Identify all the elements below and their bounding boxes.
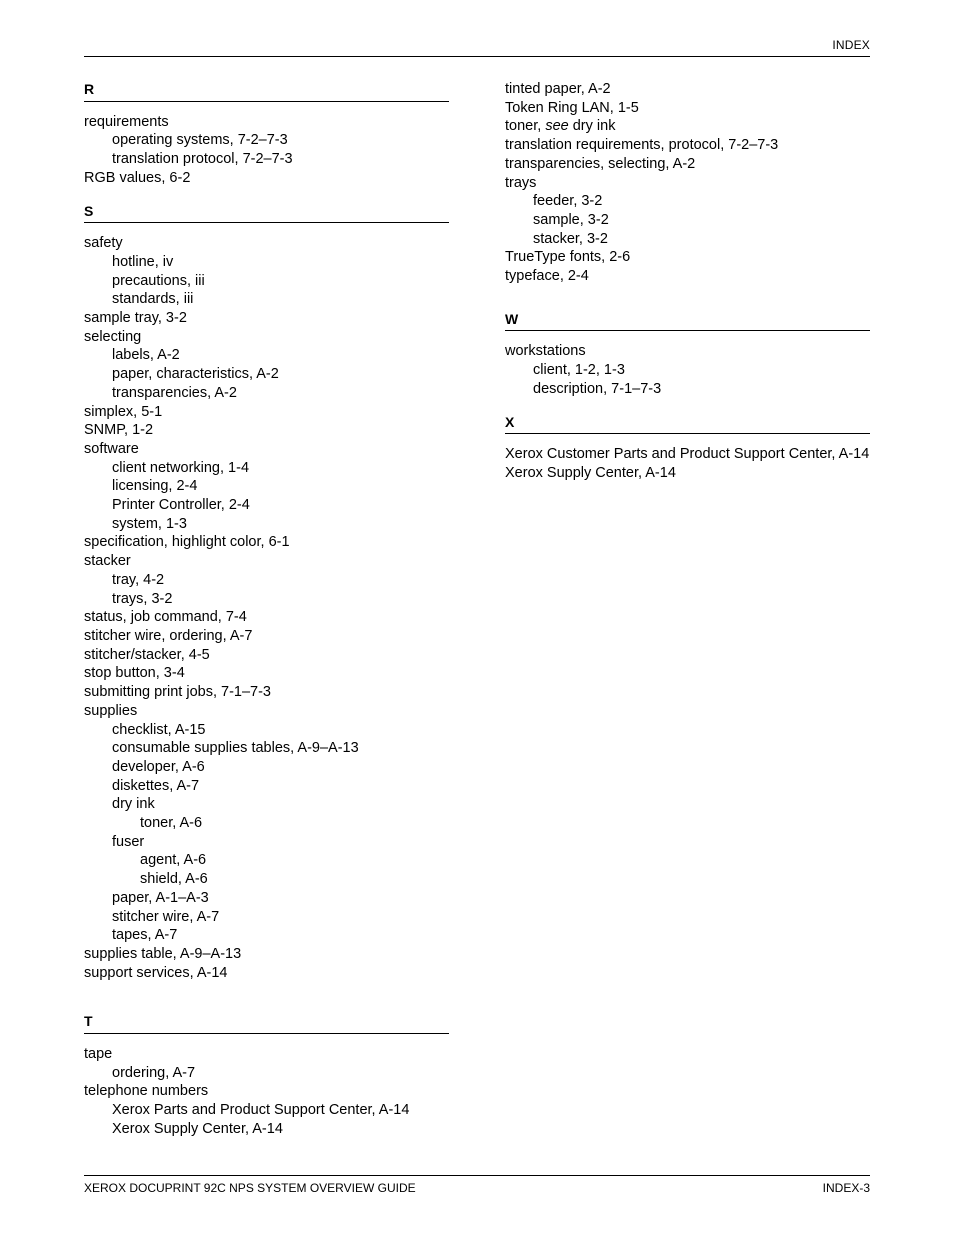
section-letter: X bbox=[505, 413, 870, 435]
index-section-r bbox=[84, 80, 449, 188]
index-entry: RGB values, 6-2 bbox=[84, 169, 191, 186]
index-subentry: description, 7-1–7-3 bbox=[533, 380, 662, 397]
index-entry: transparencies, selecting, A-2 bbox=[505, 155, 696, 172]
index-section-t-continued bbox=[505, 80, 870, 286]
index-subsubentry: agent, A-6 bbox=[140, 852, 207, 869]
index-entry: stacker bbox=[84, 553, 131, 570]
index-subentry: fuser bbox=[112, 833, 145, 850]
index-entry: stitcher wire, ordering, A-7 bbox=[84, 627, 253, 644]
index-subentry: trays, 3-2 bbox=[112, 590, 173, 607]
index-subentry: hotline, iv bbox=[112, 253, 174, 270]
index-subentry: licensing, 2-4 bbox=[112, 478, 198, 495]
index-entry: specification, highlight color, 6-1 bbox=[84, 534, 290, 551]
index-subentry: stacker, 3-2 bbox=[533, 230, 608, 247]
index-entry: stop button, 3-4 bbox=[84, 665, 185, 682]
header-divider bbox=[84, 56, 870, 57]
index-entry: supplies bbox=[84, 702, 138, 719]
index-subentry: tray, 4-2 bbox=[112, 571, 165, 588]
index-entry: tape bbox=[84, 1046, 113, 1063]
section-letter: R bbox=[84, 80, 449, 102]
index-subentry: dry ink bbox=[112, 796, 155, 813]
index-entry: selecting bbox=[84, 328, 142, 345]
index-entry: support services, A-14 bbox=[84, 964, 228, 981]
index-section-w bbox=[505, 310, 870, 399]
index-subentry: system, 1-3 bbox=[112, 515, 187, 532]
index-subentry: developer, A-6 bbox=[112, 758, 205, 775]
index-subentry: labels, A-2 bbox=[112, 347, 180, 364]
entry-term: toner, bbox=[505, 118, 546, 135]
index-subentry: standards, iii bbox=[112, 291, 194, 308]
index-entry: TrueType fonts, 2-6 bbox=[505, 249, 631, 266]
index-section-s bbox=[84, 202, 449, 983]
index-subentry: consumable supplies tables, A-9–A-13 bbox=[112, 740, 359, 757]
index-entry: telephone numbers bbox=[84, 1083, 209, 1100]
index-entry: tinted paper, A-2 bbox=[505, 81, 611, 97]
index-subentry: ordering, A-7 bbox=[112, 1064, 196, 1081]
index-entry: safety bbox=[84, 235, 123, 252]
index-subentry: precautions, iii bbox=[112, 272, 205, 289]
index-subentry: client networking, 1-4 bbox=[112, 459, 250, 476]
index-subsubentry: toner, A-6 bbox=[140, 815, 203, 832]
index-column-right bbox=[505, 80, 870, 497]
index-subentry: feeder, 3-2 bbox=[533, 193, 603, 210]
index-entry: submitting print jobs, 7-1–7-3 bbox=[84, 684, 271, 701]
footer-title: XEROX DOCUPRINT 92C NPS SYSTEM OVERVIEW GUIDE bbox=[84, 1181, 416, 1195]
index-subentry: paper, characteristics, A-2 bbox=[112, 366, 279, 383]
index-subentry: sample, 3-2 bbox=[533, 211, 609, 228]
index-entry: stitcher/stacker, 4-5 bbox=[84, 646, 210, 663]
index-subentry: translation protocol, 7-2–7-3 bbox=[112, 151, 293, 168]
index-section-x bbox=[505, 413, 870, 483]
footer-divider bbox=[84, 1175, 870, 1176]
index-subentry: transparencies, A-2 bbox=[112, 384, 237, 401]
index-entry: requirements bbox=[84, 113, 169, 130]
entry-target: dry ink bbox=[568, 118, 616, 135]
section-letter: S bbox=[84, 202, 449, 224]
running-header: INDEX bbox=[832, 38, 870, 52]
page-number: INDEX-3 bbox=[822, 1181, 870, 1195]
index-column-left bbox=[84, 80, 449, 1153]
index-subentry: Printer Controller, 2-4 bbox=[112, 497, 250, 514]
index-subsubentry: shield, A-6 bbox=[140, 871, 208, 888]
index-subentry: stitcher wire, A-7 bbox=[112, 908, 220, 925]
index-entry: supplies table, A-9–A-13 bbox=[84, 945, 242, 962]
index-entry: sample tray, 3-2 bbox=[84, 310, 187, 327]
index-entry: SNMP, 1-2 bbox=[84, 422, 154, 439]
index-entry: Xerox Customer Parts and Product Support Center, A-14 bbox=[505, 446, 870, 463]
index-subentry: diskettes, A-7 bbox=[112, 777, 200, 794]
index-entry: typeface, 2-4 bbox=[505, 268, 589, 285]
index-entry: translation requirements, protocol, 7-2–7-3 bbox=[505, 137, 779, 154]
index-subentry: paper, A-1–A-3 bbox=[112, 889, 209, 906]
index-entry: software bbox=[84, 440, 139, 457]
index-subentry: Xerox Parts and Product Support Center, A-14 bbox=[112, 1102, 410, 1119]
section-letter: W bbox=[505, 310, 870, 332]
index-entry: status, job command, 7-4 bbox=[84, 609, 247, 626]
index-entry: simplex, 5-1 bbox=[84, 403, 163, 420]
index-entry: Xerox Supply Center, A-14 bbox=[505, 464, 676, 481]
index-subentry: operating systems, 7-2–7-3 bbox=[112, 132, 288, 149]
index-entry: trays bbox=[505, 174, 537, 191]
index-subentry: tapes, A-7 bbox=[112, 927, 178, 944]
section-letter: T bbox=[84, 1012, 449, 1034]
see-reference: see bbox=[545, 118, 569, 135]
index-subentry: client, 1-2, 1-3 bbox=[533, 362, 625, 379]
index-entry: workstations bbox=[505, 343, 586, 360]
index-section-t bbox=[84, 1012, 449, 1138]
index-entry: Token Ring LAN, 1-5 bbox=[505, 99, 639, 116]
index-entry-see-reference bbox=[505, 117, 870, 136]
index-subentry: Xerox Supply Center, A-14 bbox=[112, 1120, 283, 1137]
index-subentry: checklist, A-15 bbox=[112, 721, 206, 738]
